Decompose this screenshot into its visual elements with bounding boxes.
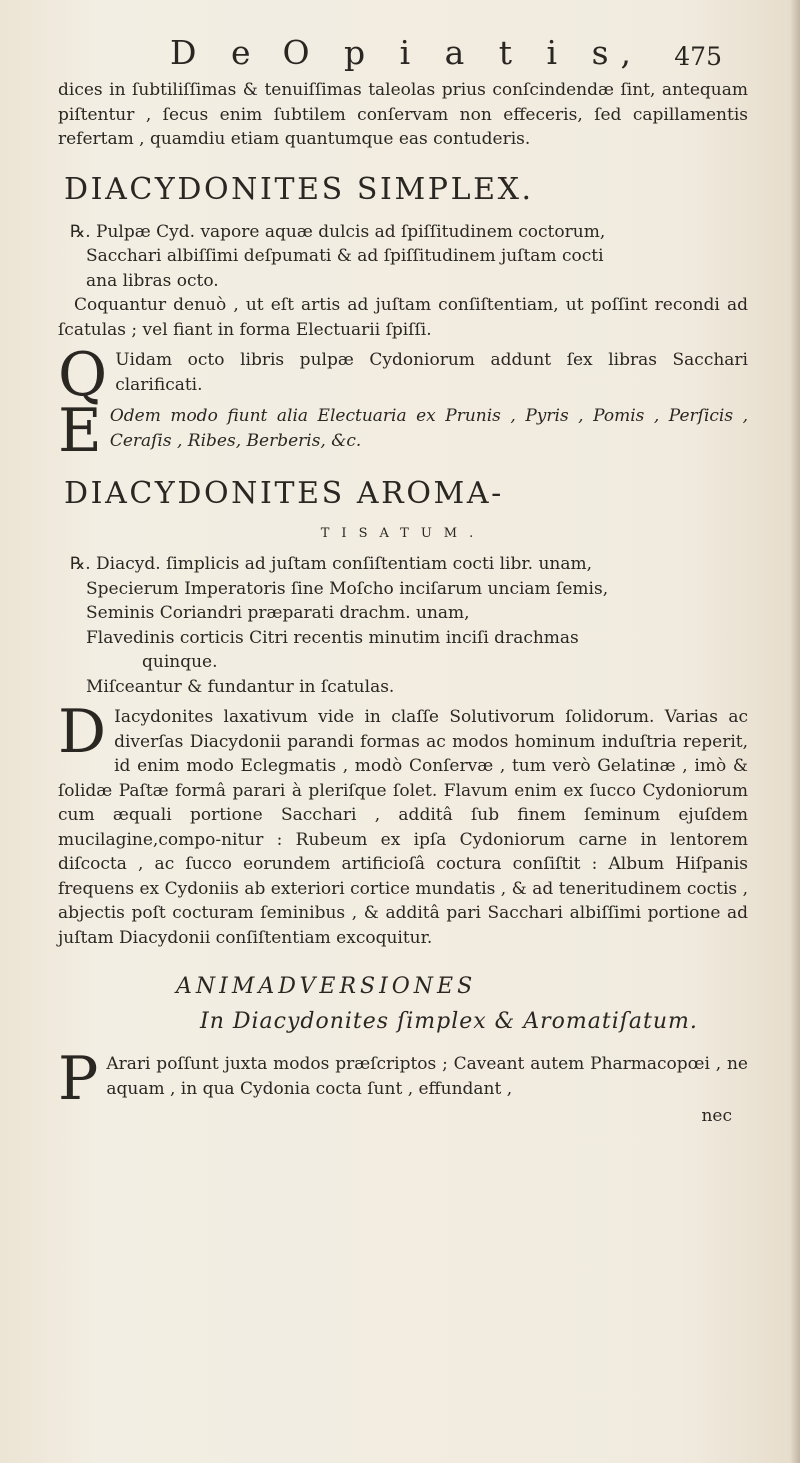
paragraph-text: Uidam octo libris pulpæ Cydoniorum addunt ſex libras Sacchari clarificati. xyxy=(115,350,748,395)
recipe-line: Specierum Imperatoris ſine Moſcho inciſarum unciam ſemis, xyxy=(86,578,609,599)
drop-initial: P xyxy=(58,1044,99,1114)
heading-continuation: TISATUM. xyxy=(320,526,486,541)
paragraph-parari xyxy=(58,1044,748,1114)
recipe-line: Sacchari albiſſimi deſpumati & ad ſpiſſitudinem juſtam cocti xyxy=(86,246,604,266)
intro-paragraph: dices in ſubtiliſſimas & tenuiſſimas taleolas prius conſcindendæ ſint, antequam piſtentur , ſecus enim ſubtilem conſervam non effeceris, ſed capillamentis refertam , quamdiu etiam quantumque eas contuderis. xyxy=(58,80,748,149)
recipe-line: ana libras octo. xyxy=(86,270,219,291)
paragraph-text: Iacydonites laxativum vide in claſſe Solutivorum ſolidorum. Varias ac diverſas Diacydonii parandi formas ac modos hominum induſtria reperit, id enim modo Eclegmatis , modò Conſervæ , tum verò Gelatinæ , imò & ſolidæ Paſtæ formâ parari à pleriſque ſolet. Flavum enim ex ſucco Cydoniorum cum æquali portione Sacchari , additâ ſub finem ſeminum ejuſdem mucilagine,compo-nitur : Rubeum ex ipſa Cydoniorum carne in lentorem diſcocta , ac ſucco eorundem artificioſâ coctura conſiſtit : Album Hiſpanis frequens ex Cydoniis ab exteriori cortice mundatis , & ad teneritudinem coctis , abjectis poſt cocturam ſeminibus , & additâ pari Sacchari albiſſimi portione ad juſtam Diacydonii conſiſtentiam excoquitur. xyxy=(58,707,748,948)
paragraph-coquantur: Coquantur denuò , ut eſt artis ad juſtam conſiſtentiam, ut poſſint recondi ad ſcatulas ; vel fiant in forma Electuarii ſpiſſi. xyxy=(58,295,748,340)
paragraph-text: Odem modo fiunt alia Electuaria ex Prunis , Pyris , Pomis , Perſicis , Ceraſis , Ribes, Berberis, &c. xyxy=(109,406,748,451)
drop-initial: E xyxy=(58,396,102,466)
recipe-line: Seminis Coriandri præparati drachm. unam, xyxy=(86,603,470,623)
drop-initial: D xyxy=(58,697,107,767)
recipe-line: Miſceantur & fundantur in ſcatulas. xyxy=(86,676,395,697)
recipe-simplex xyxy=(58,220,748,294)
paragraph-diacydonites xyxy=(58,697,748,950)
recipe-line: quinque. xyxy=(142,652,218,672)
running-title xyxy=(170,33,644,72)
drop-initial: Q xyxy=(58,340,108,410)
page-number: 475 xyxy=(674,42,722,71)
recipe-aromatisatum xyxy=(58,552,748,699)
recipe-line: Flavedinis corticis Citri recentis minutim inciſi drachmas xyxy=(86,627,579,648)
animadversiones-subtitle: In Diacydonites ſimplex & Aromatiſatum. xyxy=(200,1009,698,1034)
recipe-line: ℞. Diacyd. ſimplicis ad juſtam conſiſtentiam cocti libr. unam, xyxy=(70,554,593,574)
recipe-line: ℞. Pulpæ Cyd. vapore aquæ dulcis ad ſpiſſitudinem coctorum, xyxy=(70,221,606,242)
page-content xyxy=(58,33,748,1129)
page-edge-shadow xyxy=(790,0,800,1463)
paragraph-eodem xyxy=(58,396,748,466)
catchword: nec xyxy=(701,1106,732,1126)
heading-diacydonites-aromatisatum: DIACYDONITES AROMA- xyxy=(64,476,504,511)
running-title-part2: O p i a t i s, xyxy=(282,33,644,72)
paragraph-quidam xyxy=(58,340,748,410)
heading-diacydonites-simplex: DIACYDONITES SIMPLEX. xyxy=(64,171,534,207)
paragraph-text: Arari poſſunt juxta modos præſcriptos ; Caveant autem Pharmacopœi , ne aquam , in qua Cydonia cocta ſunt , effundant , xyxy=(106,1054,748,1099)
animadversiones-title: ANIMADVERSIONES xyxy=(176,974,477,999)
running-title-part1: D e xyxy=(170,33,263,72)
running-header xyxy=(58,33,748,78)
